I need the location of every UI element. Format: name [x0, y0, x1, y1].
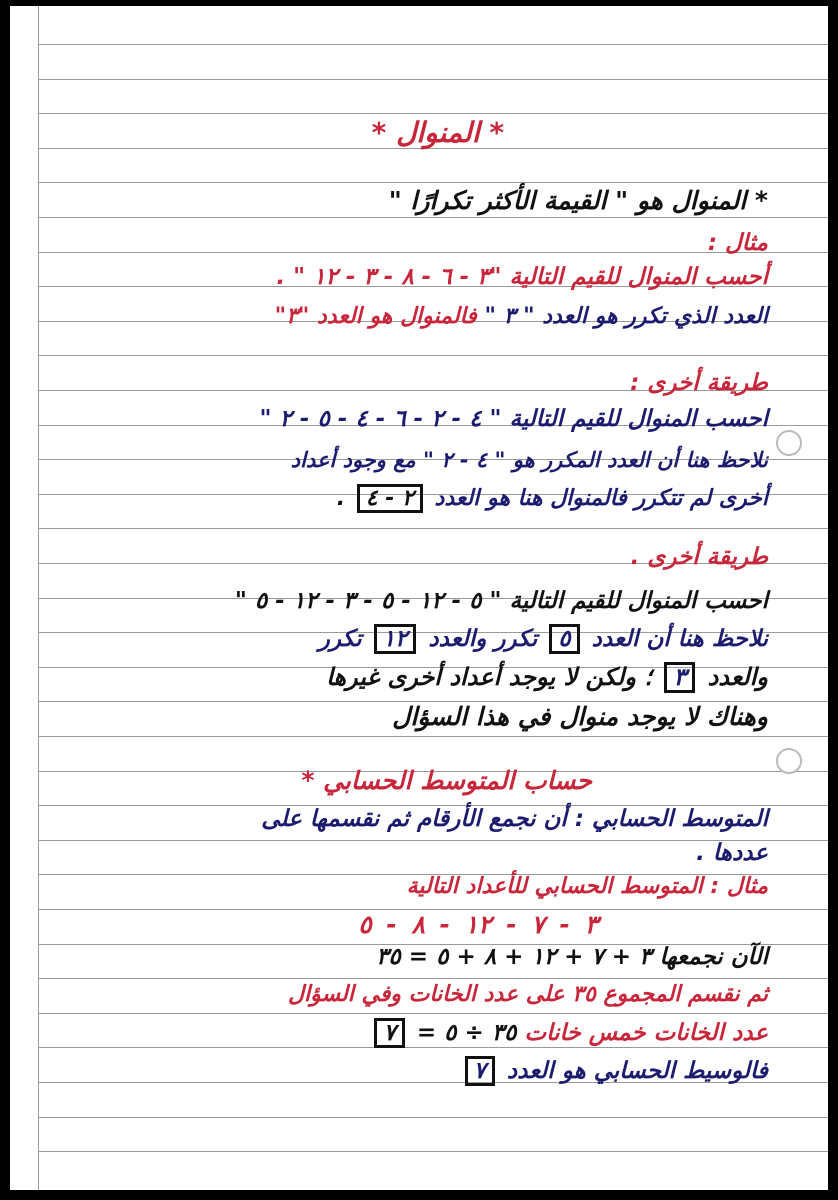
ruled-line — [38, 217, 828, 218]
method2-heading: طريقة أخرى : — [630, 370, 768, 396]
ruled-line — [38, 79, 828, 80]
method3-box-5: ٥ — [549, 624, 579, 654]
ruled-line — [38, 355, 828, 356]
mean-definition-line1: المتوسط الحسابي : أن نجمع الأرقام ثم نقسمها على — [261, 806, 768, 832]
mean-cells-line-a: عدد الخانات خمس خانات — [524, 1020, 768, 1046]
mean-cells-line — [370, 1018, 768, 1048]
notebook-page — [10, 6, 828, 1190]
method3-note-line1-c: تكرر — [318, 626, 362, 652]
mode-definition: * المنوال هو " القيمة الأكثر تكرارًا " — [388, 186, 768, 215]
mean-result-box: ٧ — [465, 1056, 495, 1086]
example1-answer — [275, 304, 768, 329]
method3-task: احسب المنوال للقيم التالية " ٥ - ١٢ - ٥ - ٣ - ١٢ - ٥ " — [234, 588, 768, 614]
example1-answer-part2: فالمنوال هو العدد "٣" — [274, 304, 477, 329]
ruled-line — [38, 113, 828, 114]
method2-task: احسب المنوال للقيم التالية " ٤ - ٢ - ٦ - ٤ - ٥ - ٢ " — [259, 406, 768, 432]
method3-note-line3: وهناك لا يوجد منوال في هذا السؤال — [392, 702, 768, 731]
page-title: * المنوال * — [371, 116, 504, 149]
mean-divide-line: ثم نقسم المجموع ٣٥ على عدد الخانات وفي السؤال — [287, 982, 768, 1007]
method2-note-line1 — [291, 448, 768, 472]
punch-hole-upper — [776, 430, 802, 456]
method3-note-line1 — [319, 624, 768, 654]
ruled-line — [38, 528, 828, 529]
method2-note-line1-b: مع وجود أعداد — [290, 448, 416, 472]
method3-note-line1-b: تكرر والعدد — [428, 626, 538, 652]
method2-note-line1-a: نلاحظ هنا أن العدد المكرر هو " ٤ - ٢ " — [422, 448, 768, 472]
margin-line — [38, 6, 39, 1190]
example-label: مثال : — [707, 230, 768, 256]
method2-answer-box: ٢ - ٤ — [357, 484, 423, 513]
example1-task-text: أحسب المنوال للقيم التالية "٣ - ٦ - ٨ - ٣ - ١٢ " . — [276, 264, 768, 290]
mean-heading: حساب المتوسط الحسابي * — [301, 766, 592, 795]
method3-box-3: ٣ — [664, 662, 695, 693]
ruled-line — [38, 736, 828, 737]
mean-definition-line2: عددها . — [696, 840, 768, 866]
method3-note-line2-a: والعدد — [707, 663, 768, 691]
method3-note-line2 — [326, 662, 768, 693]
method3-box-12: ١٢ — [374, 624, 417, 654]
mean-values: ٣ - ٧ - ١٢ - ٨ - ٥ — [358, 910, 598, 939]
ruled-line — [38, 182, 828, 183]
mean-result-line — [461, 1056, 769, 1086]
mean-example-task: مثال : المتوسط الحسابي للأعداد التالية — [406, 874, 768, 899]
mean-result-line-a: فالوسيط الحسابي هو العدد — [506, 1058, 768, 1084]
method3-heading: طريقة أخرى . — [630, 544, 768, 570]
ruled-line — [38, 44, 828, 45]
method2-note-line2-a: أخرى لم تتكرر فالمنوال هنا هو العدد — [434, 486, 768, 511]
example1-answer-part1: العدد الذي تكرر هو العدد " ٣ " — [484, 304, 768, 329]
ruled-line — [38, 1117, 828, 1118]
example1-task — [276, 264, 768, 290]
punch-hole-lower — [776, 748, 802, 774]
mean-sum-line: الآن نجمعها ٣ + ٧ + ١٢ + ٨ + ٥ = ٣٥ — [376, 944, 768, 970]
method2-note-line2-end: . — [336, 486, 346, 511]
ruled-line — [38, 978, 828, 979]
method3-note-line2-b: ؛ ولكن لا يوجد أعداد أخرى غيرها — [326, 663, 652, 691]
mean-answer-box: ٧ — [374, 1018, 404, 1048]
method2-note-line2 — [337, 484, 768, 513]
method3-note-line1-a: نلاحظ هنا أن العدد — [591, 626, 768, 652]
ruled-line — [38, 1151, 828, 1152]
mean-cells-line-b: ٣٥ ÷ ٥ = — [416, 1020, 517, 1046]
ruled-line — [38, 1013, 828, 1014]
